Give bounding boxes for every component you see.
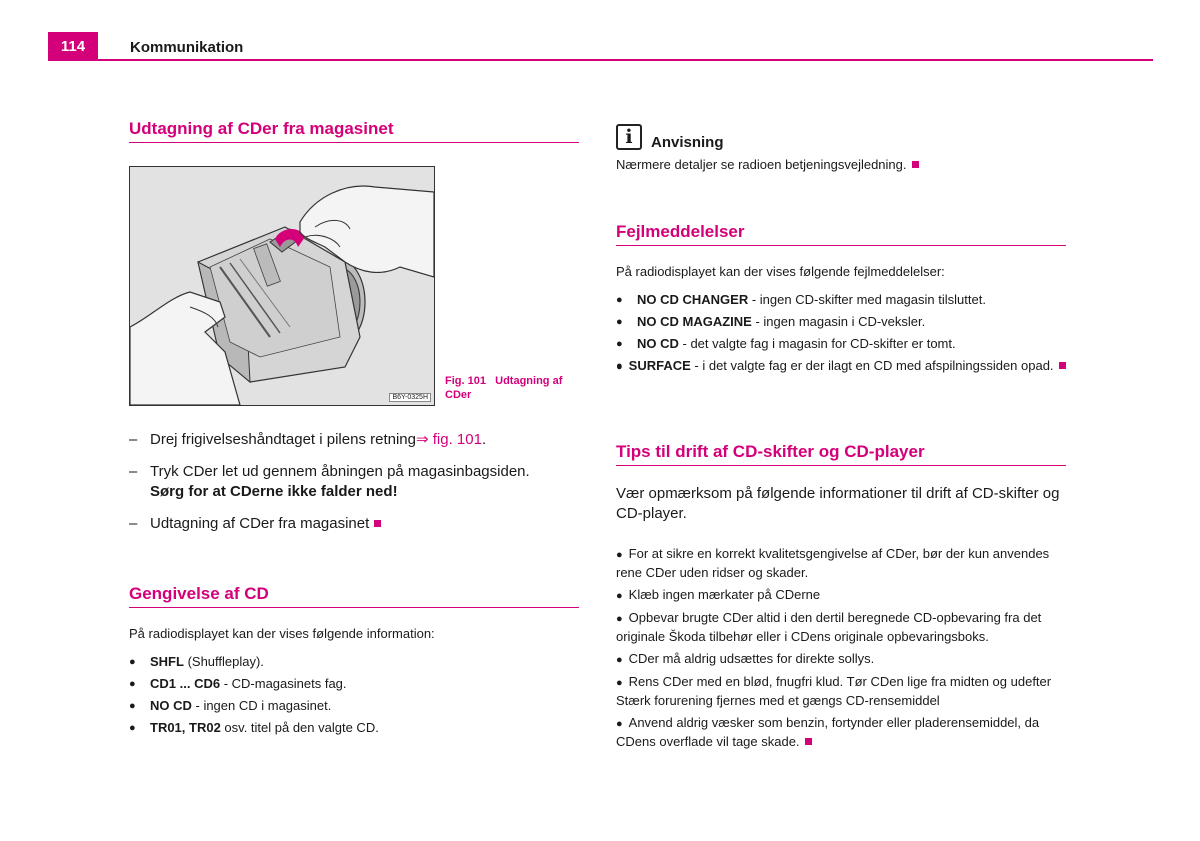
step-item [129, 430, 584, 450]
item-text: Anvend aldrig væsker som benzin, fortynder eller pladerensemiddel, da CDens overflade vil tage skade. [616, 715, 1040, 749]
step-warning: Sørg for at CDerne ikke falder ned! [150, 483, 398, 500]
list-item [616, 313, 1066, 331]
item-label: SHFL [150, 654, 184, 669]
item-label: TR01, TR02 [150, 720, 221, 735]
item-label: CD1 ... CD6 [150, 676, 221, 691]
figure-code: B6Y-0325H [389, 393, 431, 402]
note-body: Nærmere detaljer se radioen betjeningsvejledning. [616, 157, 907, 172]
list-item [616, 335, 1066, 353]
cd-magazine-illustration [130, 167, 434, 405]
figure-caption-number: Fig. 101 [445, 375, 486, 387]
figure-caption-text: Udtagning af CDer [445, 375, 563, 401]
section-intro: På radiodisplayet kan der vises følgende fejlmeddelelser: [616, 264, 945, 279]
section-title-fejlmeddelelser: Fejlmeddelelser [616, 222, 1066, 246]
section-title-gengivelse: Gengivelse af CD [129, 584, 579, 608]
figure-caption [445, 374, 585, 402]
list-item: ● For at sikre en korrekt kvalitetsgengivelse af CDer, bør der kun anvendes rene CDer uden ridser og skader. [616, 546, 1050, 580]
item-text: - ingen magasin i CD-veksler. [751, 314, 926, 329]
step-text: Udtagning af CDer fra magasinet [150, 515, 370, 532]
list-item [129, 653, 579, 671]
item-label: NO CD [150, 698, 192, 713]
item-text: For at sikre en korrekt kvalitetsgengivelse af CDer, bør der kun anvendes rene CDer uden ridser og skader. [616, 546, 1050, 580]
tips-list [616, 545, 1066, 755]
list-item [616, 291, 1066, 309]
section-title-udtagning: Udtagning af CDer fra magasinet [129, 119, 579, 143]
reference-arrow: ⇒ [415, 431, 429, 448]
error-list [616, 291, 1066, 380]
item-text: - ingen CD i magasinet. [191, 698, 332, 713]
list-item [129, 675, 579, 693]
list-item [129, 697, 579, 715]
item-label: SURFACE [628, 358, 691, 373]
step-text: Tryk CDer let ud gennem åbningen på magasinbagsiden. [150, 463, 530, 480]
item-text: Rens CDer med en blød, fnugfri klud. Tør CDen lige fra midten og udefter Stærk forurening fjernes med et gængs CD-rensemiddel [616, 674, 1052, 708]
item-text: - det valgte fag i magasin for CD-skifter er tomt. [678, 336, 956, 351]
step-item [129, 462, 584, 502]
end-marker [912, 161, 919, 168]
item-text: - ingen CD-skifter med magasin tilsluttet. [748, 292, 986, 307]
item-label: NO CD [637, 336, 679, 351]
info-icon: i [616, 124, 642, 150]
item-text: Opbevar brugte CDer altid i den dertil beregnede CD-opbevaring fra det originale Škoda tilbehør eller i CDens originale opbevaringsboks. [616, 610, 1042, 644]
list-item: ● Opbevar brugte CDer altid i den dertil beregnede CD-opbevaring fra det originale Škoda tilbehør eller i CDens originale opbevaringsboks. [616, 610, 1042, 644]
step-list [129, 430, 584, 546]
figure-101 [129, 166, 435, 406]
figure-reference-link[interactable]: fig. 101 [432, 431, 482, 448]
info-list [129, 653, 579, 741]
item-label: NO CD MAGAZINE [637, 314, 752, 329]
list-item: ● Rens CDer med en blød, fnugfri klud. Tør CDen lige fra midten og udefter Stærk forurening fjernes med et gængs CD-rensemiddel [616, 674, 1052, 708]
step-suffix: . [481, 431, 487, 448]
item-text: Klæb ingen mærkater på CDerne [628, 587, 821, 602]
list-item: ● CDer må aldrig udsættes for direkte sollys. [616, 651, 875, 666]
end-marker [374, 520, 381, 527]
chapter-title: Kommunikation [130, 39, 244, 56]
item-text: (Shuffleplay). [183, 654, 264, 669]
page-number: 114 [48, 32, 98, 60]
section-intro: På radiodisplayet kan der vises følgende information: [129, 626, 435, 641]
list-item [129, 719, 579, 737]
item-text: CDer må aldrig udsættes for direkte sollys. [628, 651, 875, 666]
header-rule [48, 59, 1153, 61]
note-title: Anvisning [651, 134, 724, 151]
section-title-tips: Tips til drift af CD-skifter og CD-player [616, 442, 1066, 466]
item-text: - CD-magasinets fag. [220, 676, 347, 691]
item-text: - i det valgte fag er der ilagt en CD med afspilningssiden opad. [690, 358, 1054, 373]
end-marker [1059, 362, 1066, 369]
item-text: osv. titel på den valgte CD. [220, 720, 379, 735]
step-text: Drej frigivelseshåndtaget i pilens retning [150, 431, 416, 448]
list-item: ● ● SURFACE - i det valgte fag er der ilagt en CD med afspilningssiden opad. [616, 357, 1066, 376]
item-label: NO CD CHANGER [637, 292, 749, 307]
end-marker [805, 738, 812, 745]
step-item [129, 514, 584, 534]
list-item: ● Klæb ingen mærkater på CDerne [616, 587, 821, 602]
note-text [616, 156, 1066, 174]
section-intro: Vær opmærksom på følgende informationer til drift af CD-skifter og CD-player. [616, 485, 1060, 522]
list-item: ● Anvend aldrig væsker som benzin, fortynder eller pladerensemiddel, da CDens overflade vil tage skade. [616, 715, 1040, 749]
